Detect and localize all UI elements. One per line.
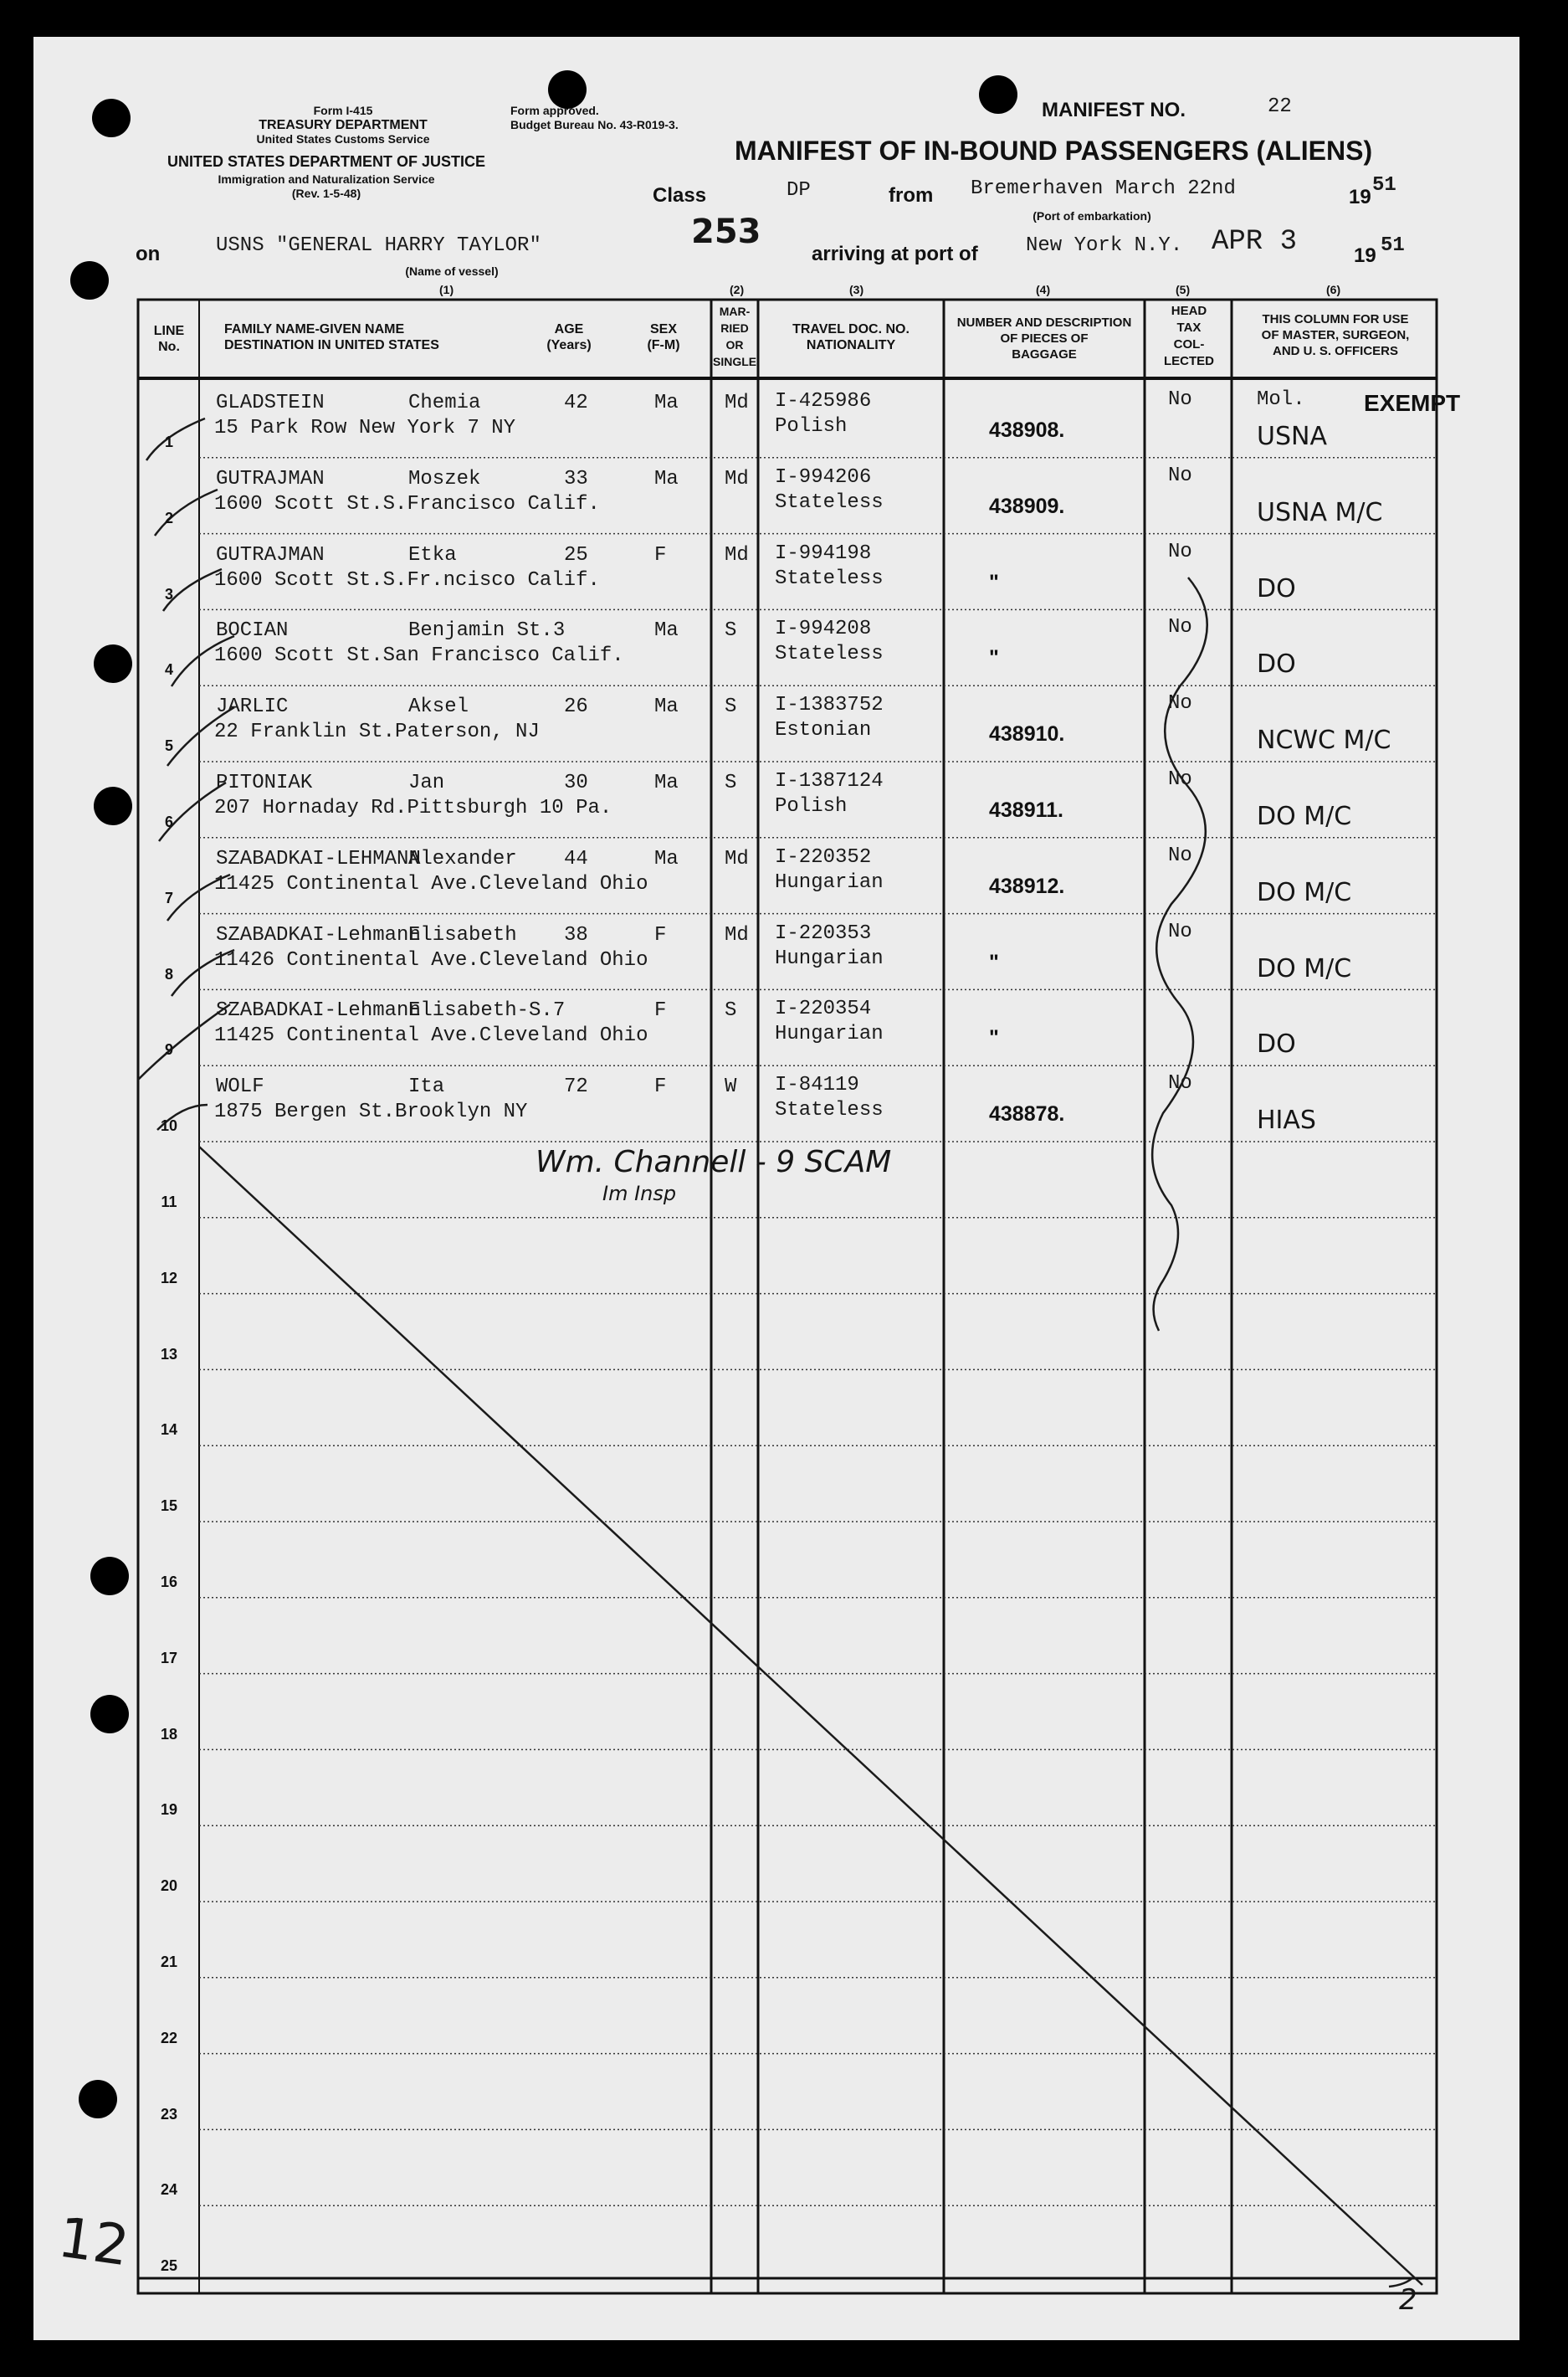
marital-status: W <box>725 1076 737 1098</box>
passenger-sex: F <box>654 999 667 1022</box>
bottom-mark: 2 <box>1399 2283 1417 2317</box>
form-approved: Form approved. <box>510 104 599 117</box>
line-number: 17 <box>160 1650 178 1666</box>
line-number: 6 <box>164 814 173 830</box>
passenger-age: 42 <box>564 392 588 414</box>
marital-status: Md <box>725 468 749 490</box>
passenger-destination: 22 Franklin St.Paterson, NJ <box>214 721 540 743</box>
officer-hand-note: HIAS <box>1257 1106 1316 1135</box>
nationality: Stateless <box>775 643 884 665</box>
officer-note: Mol. <box>1257 388 1305 411</box>
baggage-number: " <box>989 951 999 974</box>
travel-doc-number: I-994198 <box>775 542 872 565</box>
passenger-sex: Ma <box>654 619 679 642</box>
baggage-number: " <box>989 1026 999 1050</box>
nationality: Hungarian <box>775 871 884 894</box>
line-number: 10 <box>160 1117 178 1134</box>
port-embark-caption: (Port of embarkation) <box>1033 209 1151 223</box>
line-number: 19 <box>160 1801 178 1818</box>
vessel-caption-text: (Name of vessel) <box>405 264 499 278</box>
head-tax: No <box>1168 1072 1192 1095</box>
passenger-sex: F <box>654 924 667 947</box>
line-number: 5 <box>164 737 173 754</box>
travel-doc-number: I-84119 <box>775 1074 859 1096</box>
passenger-age: 30 <box>564 772 588 794</box>
line-number: 18 <box>160 1726 178 1743</box>
passenger-sex: Ma <box>654 392 679 414</box>
passenger-age: 26 <box>564 696 588 718</box>
treasury-department: TREASURY DEPARTMENT <box>259 118 428 132</box>
passenger-sex: F <box>654 544 667 567</box>
baggage-number: 438911. <box>989 798 1063 822</box>
head-tax: No <box>1168 845 1192 867</box>
officer-hand-note: DO <box>1257 574 1296 603</box>
passenger-age: 25 <box>564 544 588 567</box>
col-number-1: (1) <box>439 283 454 296</box>
officer-hand-note: USNA <box>1257 422 1327 451</box>
passenger-age: 38 <box>564 924 588 947</box>
travel-doc-number: I-220352 <box>775 846 872 869</box>
year-value: 51 <box>1372 174 1396 197</box>
col-head-age: AGE (Years) <box>546 322 592 352</box>
line-number: 3 <box>164 586 173 603</box>
passenger-age: 44 <box>564 848 588 870</box>
budget-bureau: Budget Bureau No. 43-R019-3. <box>510 118 679 131</box>
arriving-label: arriving at port of <box>812 243 978 265</box>
head-tax: No <box>1168 921 1192 943</box>
passenger-destination: 11425 Continental Ave.Cleveland Ohio <box>214 873 648 896</box>
passenger-given-name: Benjamin St.3 <box>408 619 566 642</box>
line-number: 4 <box>164 661 173 678</box>
passenger-surname: SZABADKAI-Lehmann <box>216 999 421 1022</box>
nationality: Hungarian <box>775 947 884 970</box>
ins-service: Immigration and Naturalization Service <box>218 172 435 186</box>
col-number-3: (3) <box>849 283 864 296</box>
marital-status: Md <box>725 848 749 870</box>
inspector-title: Im Insp <box>602 1182 677 1205</box>
baggage-number: 438909. <box>989 495 1065 518</box>
marital-status: S <box>725 619 737 642</box>
nationality: Stateless <box>775 567 884 590</box>
baggage-number: 438910. <box>989 722 1065 746</box>
port-of-embarkation: Bremerhaven March 22nd <box>971 177 1236 200</box>
head-tax: No <box>1168 768 1192 791</box>
form-number: Form I-415 <box>313 104 373 117</box>
officer-hand-note: DO M/C <box>1257 878 1352 907</box>
passenger-sex: Ma <box>654 696 679 718</box>
dept-justice: UNITED STATES DEPARTMENT OF JUSTICE <box>167 153 485 170</box>
col-head-officers: THIS COLUMN FOR USE OF MASTER, SURGEON, AND U. S. OFFICERS <box>1261 312 1410 358</box>
corner-number: 12 <box>54 2205 133 2279</box>
nationality: Polish <box>775 415 848 438</box>
passenger-surname: GUTRAJMAN <box>216 544 325 567</box>
marital-status: S <box>725 772 737 794</box>
inspector-signature: Wm. Channell - 9 SCAM <box>535 1145 892 1179</box>
baggage-number: " <box>989 571 999 594</box>
customs-service: United States Customs Service <box>256 132 430 146</box>
passenger-sex: Ma <box>654 848 679 870</box>
arrival-year-prefix: 19 <box>1354 244 1376 267</box>
line-number: 12 <box>160 1270 178 1286</box>
passenger-destination: 207 Hornaday Rd.Pittsburgh 10 Pa. <box>214 797 612 819</box>
line-number: 8 <box>164 966 173 983</box>
passenger-given-name: Chemia <box>408 392 481 414</box>
nationality: Estonian <box>775 719 872 742</box>
officer-hand-note: DO <box>1257 649 1296 679</box>
passenger-given-name: Alexander <box>408 848 517 870</box>
line-number: 2 <box>164 510 173 526</box>
line-number: 23 <box>160 2106 178 2123</box>
nationality: Stateless <box>775 491 884 514</box>
travel-doc-number: I-1387124 <box>775 770 884 793</box>
passenger-surname: GUTRAJMAN <box>216 468 325 490</box>
col-number-4: (4) <box>1036 283 1051 296</box>
travel-doc-number: I-425986 <box>775 390 872 413</box>
passenger-surname: WOLF <box>216 1076 264 1098</box>
vessel-name: USNS "GENERAL HARRY TAYLOR" <box>216 234 541 257</box>
line-number: 7 <box>164 890 173 906</box>
marital-status: Md <box>725 924 749 947</box>
line-number: 20 <box>160 1877 178 1894</box>
passenger-surname: BOCIAN <box>216 619 289 642</box>
baggage-number: 438908. <box>989 418 1065 442</box>
passenger-given-name: Jan <box>408 772 445 794</box>
line-number: 15 <box>160 1497 178 1514</box>
head-tax: No <box>1168 692 1192 715</box>
passenger-given-name: Moszek <box>408 468 481 490</box>
col-head-name-destination: FAMILY NAME-GIVEN NAME DESTINATION IN UNITED STATES <box>224 322 439 352</box>
class-value: DP <box>787 179 811 202</box>
passenger-age: 72 <box>564 1076 588 1098</box>
nationality: Stateless <box>775 1099 884 1122</box>
col-number-6: (6) <box>1326 283 1341 296</box>
marital-status: S <box>725 696 737 718</box>
passenger-given-name: Ita <box>408 1076 445 1098</box>
passenger-given-name: Aksel <box>408 696 469 718</box>
marital-status: S <box>725 999 737 1022</box>
officer-hand-note: DO M/C <box>1257 802 1352 831</box>
manifest-title: MANIFEST OF IN-BOUND PASSENGERS (ALIENS) <box>735 136 1373 166</box>
officer-stamp: EXEMPT <box>1364 390 1461 416</box>
col-number-5: (5) <box>1176 283 1191 296</box>
marital-status: Md <box>725 392 749 414</box>
passenger-destination: 11426 Continental Ave.Cleveland Ohio <box>214 949 648 972</box>
travel-doc-number: I-1383752 <box>775 694 884 716</box>
line-number: 13 <box>160 1346 178 1363</box>
line-number: 24 <box>160 2181 178 2198</box>
line-number: 1 <box>164 434 173 450</box>
passenger-surname: PITONIAK <box>216 772 313 794</box>
col-head-sex: SEX (F-M) <box>647 322 680 352</box>
baggage-number: 438878. <box>989 1102 1065 1126</box>
line-number: 16 <box>160 1574 178 1590</box>
line-number: 21 <box>160 1953 178 1970</box>
rev-date: (Rev. 1-5-48) <box>291 187 361 200</box>
officer-hand-note: DO M/C <box>1257 954 1352 983</box>
manifest-no: 22 <box>1268 95 1292 118</box>
passenger-given-name: Elisabeth-S.7 <box>408 999 566 1022</box>
passenger-age: 33 <box>564 468 588 490</box>
col-head-baggage: NUMBER AND DESCRIPTION OF PIECES OF BAGGAGE <box>956 316 1132 362</box>
passenger-surname: GLADSTEIN <box>216 392 325 414</box>
arrival-date: APR 3 <box>1212 226 1298 258</box>
passenger-sex: F <box>654 1076 667 1098</box>
head-tax: No <box>1168 541 1192 563</box>
col-head-line-no: LINE No. <box>153 324 185 354</box>
officer-hand-note: NCWC M/C <box>1257 726 1391 755</box>
travel-doc-number: I-220354 <box>775 998 872 1020</box>
arrival-port: New York N.Y. <box>1026 234 1183 257</box>
passenger-sex: Ma <box>654 772 679 794</box>
marital-status: Md <box>725 544 749 567</box>
line-number: 14 <box>160 1421 178 1438</box>
travel-doc-number: I-994208 <box>775 618 872 640</box>
from-label: from <box>889 184 934 207</box>
line-number: 22 <box>160 2030 178 2046</box>
col-number-2: (2) <box>730 283 745 296</box>
line-number: 25 <box>160 2257 178 2274</box>
passenger-given-name: Etka <box>408 544 457 567</box>
passenger-destination: 15 Park Row New York 7 NY <box>214 417 516 439</box>
travel-doc-number: I-220353 <box>775 922 872 945</box>
officer-hand-note: USNA M/C <box>1257 498 1383 527</box>
arrival-year: 51 <box>1381 234 1405 257</box>
travel-doc-number: I-994206 <box>775 466 872 489</box>
nationality: Hungarian <box>775 1023 884 1045</box>
line-number: 9 <box>164 1041 173 1058</box>
passenger-sex: Ma <box>654 468 679 490</box>
line-number: 11 <box>161 1194 177 1210</box>
nationality: Polish <box>775 795 848 818</box>
head-tax: No <box>1168 388 1192 411</box>
baggage-number: 438912. <box>989 875 1065 898</box>
passenger-destination: 1600 Scott St.S.Fr.ncisco Calif. <box>214 569 600 592</box>
col-head-travel-doc: TRAVEL DOC. NO. NATIONALITY <box>792 322 910 352</box>
passenger-given-name: Elisabeth <box>408 924 517 947</box>
head-tax: No <box>1168 465 1192 487</box>
passenger-destination: 1600 Scott St.S.Francisco Calif. <box>214 493 600 516</box>
on-label: on <box>136 243 161 265</box>
passenger-surname: SZABADKAI-LEHMANN <box>216 848 421 870</box>
vessel-code: 253 <box>691 213 761 251</box>
col-head-married: MAR- RIED OR SINGLE <box>713 305 757 368</box>
officer-hand-note: DO <box>1257 1029 1296 1059</box>
passenger-destination: 11425 Continental Ave.Cleveland Ohio <box>214 1024 648 1047</box>
passenger-surname: SZABADKAI-Lehmann <box>216 924 421 947</box>
passenger-destination: 1875 Bergen St.Brooklyn NY <box>214 1101 528 1123</box>
col-head-head-tax: HEAD TAX COL- LECTED <box>1164 304 1214 368</box>
head-tax: No <box>1168 616 1192 639</box>
baggage-number: " <box>989 646 999 670</box>
class-label: Class <box>653 184 707 207</box>
manifest-no-label: MANIFEST NO. <box>1042 99 1186 121</box>
year-prefix: 19 <box>1349 186 1371 208</box>
passenger-destination: 1600 Scott St.San Francisco Calif. <box>214 644 624 667</box>
passenger-surname: JARLIC <box>216 696 289 718</box>
